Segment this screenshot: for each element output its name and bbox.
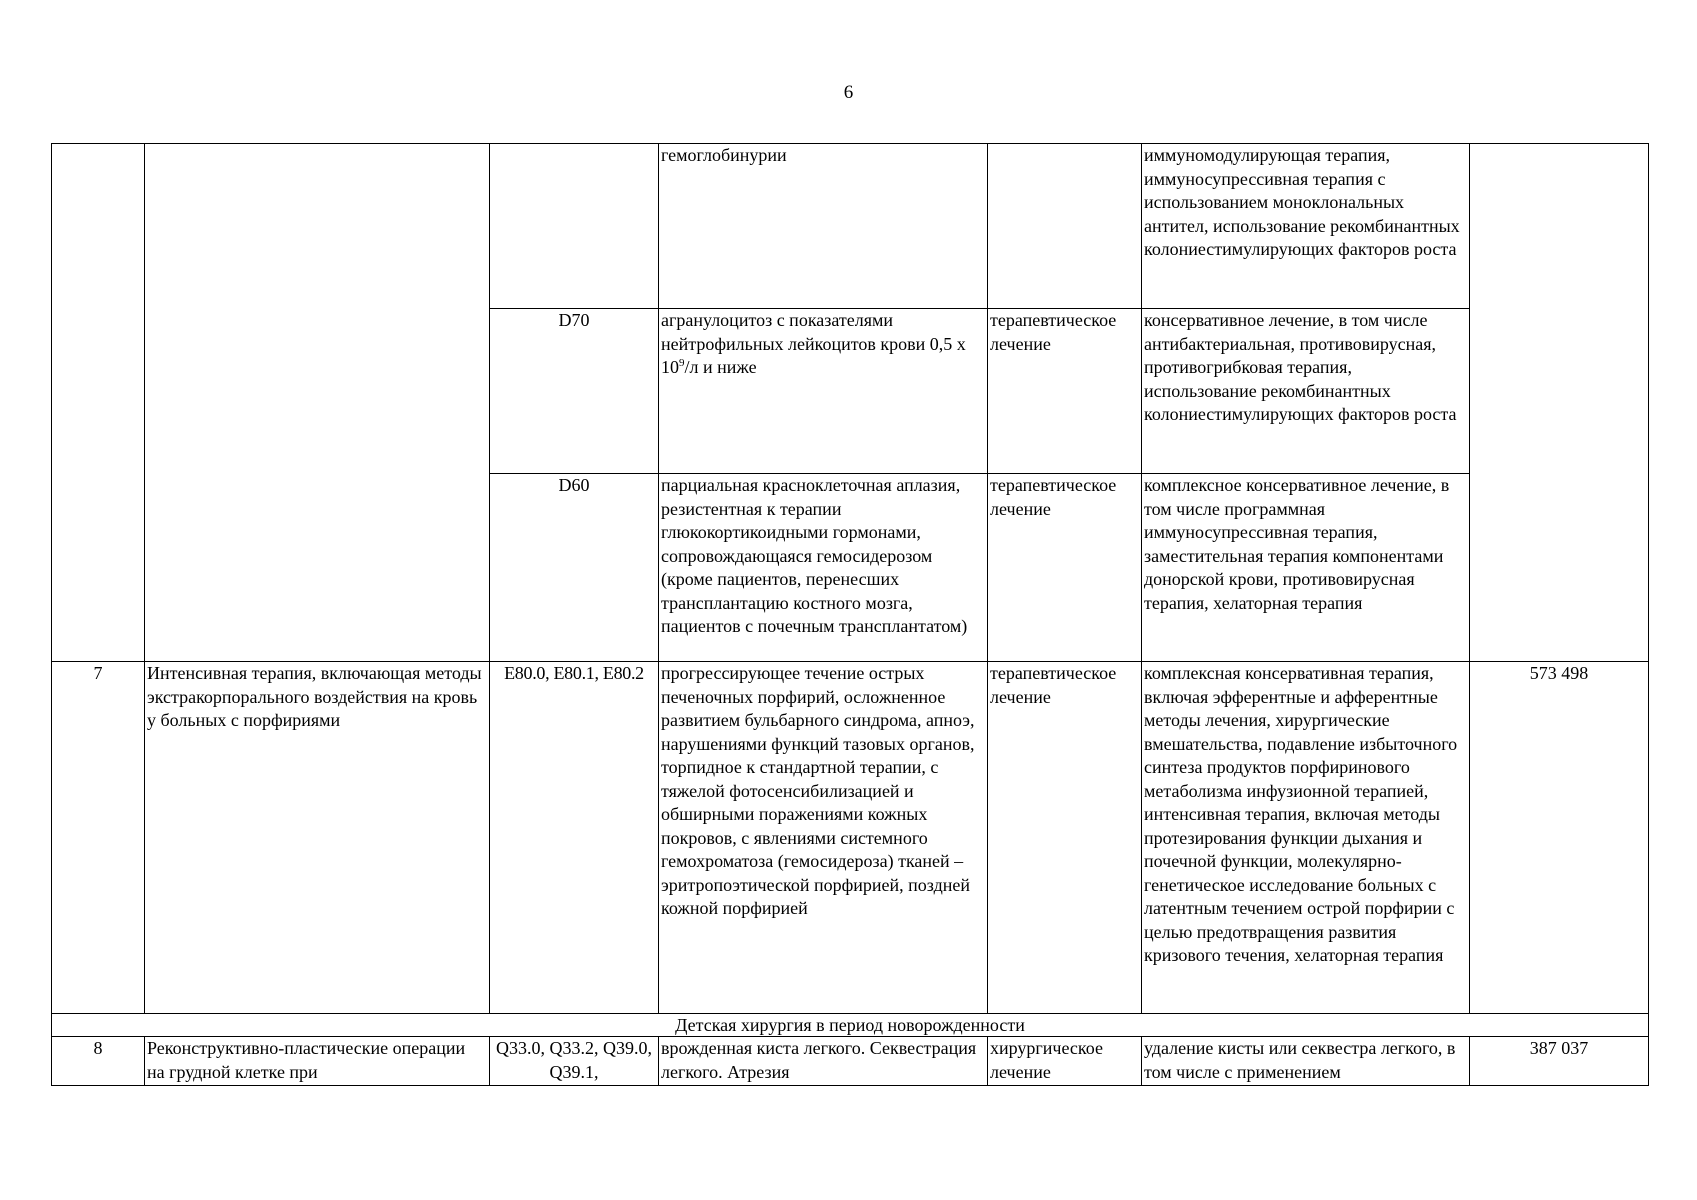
icd-code-cell	[490, 144, 659, 309]
method-cell: удаление кисты или секвестра легкого, в том числе с применением	[1142, 1037, 1470, 1086]
condition-cell: парциальная красноклеточная аплазия, резистентная к терапии глюкокортикоидными гормонами, сопровождающаяся гемосидерозом (кроме пациентов, перенесших трансплантацию костного мозга, пациентов с почечным трансплантатом)	[659, 474, 988, 662]
table-row	[52, 1037, 1649, 1086]
method-cell: иммуномодулирующая терапия, иммуносупрессивная терапия с использованием моноклональных антител, использование рекомбинантных колониестимулирующих факторов роста	[1142, 144, 1470, 309]
care-type-cell	[145, 144, 490, 662]
treatment-type-cell: терапевтическое лечение	[988, 474, 1142, 662]
icd-code-cell: Q33.0, Q33.2, Q39.0, Q39.1,	[490, 1037, 659, 1086]
condition-text-end: /л и ниже	[684, 357, 757, 377]
care-type-cell: Реконструктивно-пластические операции на грудной клетке при	[145, 1037, 490, 1086]
condition-cell	[659, 309, 988, 474]
exponent: 9	[679, 357, 685, 369]
method-cell: комплексная консервативная терапия, включая эфферентные и афферентные методы лечения, хирургические вмешательства, подавление избыточного синтеза продуктов порфиринового метаболизма инфузионной терапией, интенсивная терапия, включая методы протезирования функции дыхания и почечной функции, молекулярно-генетическое исследование больных с латентным течением острой порфирии с целью предотвращения развития кризового течения, хелаторная терапия	[1142, 662, 1470, 1014]
row-num-cell: 7	[52, 662, 145, 1014]
method-cell: консервативное лечение, в том числе антибактериальная, противовирусная, противогрибковая терапия, использование рекомбинантных колониестимулирующих факторов роста	[1142, 309, 1470, 474]
section-title: Детская хирургия в период новорожденности	[52, 1014, 1649, 1037]
icd-code-cell: D60	[490, 474, 659, 662]
treatment-type-cell: терапевтическое лечение	[988, 662, 1142, 1014]
cost-cell: 573 498	[1470, 662, 1649, 1014]
condition-cell: врожденная киста легкого. Секвестрация легкого. Атрезия	[659, 1037, 988, 1086]
section-row	[52, 1014, 1649, 1037]
condition-text: агранулоцитоз с показателями нейтрофильных лейкоцитов крови 0,5 х 10	[661, 310, 966, 377]
medical-care-table	[51, 143, 1649, 1086]
condition-cell: гемоглобинурии	[659, 144, 988, 309]
cost-cell	[1470, 144, 1649, 662]
row-num-cell	[52, 144, 145, 662]
cost-cell: 387 037	[1470, 1037, 1649, 1086]
page-number: 6	[843, 82, 854, 103]
row-num-cell: 8	[52, 1037, 145, 1086]
treatment-type-cell	[988, 144, 1142, 309]
table-row	[52, 662, 1649, 1014]
icd-code-cell: D70	[490, 309, 659, 474]
care-type-cell: Интенсивная терапия, включающая методы экстракорпорального воздействия на кровь у больных с порфириями	[145, 662, 490, 1014]
method-cell: комплексное консервативное лечение, в том числе программная иммуносупрессивная терапия, заместительная терапия компонентами донорской крови, противовирусная терапия, хелаторная терапия	[1142, 474, 1470, 662]
treatment-type-cell: терапевтическое лечение	[988, 309, 1142, 474]
table-row	[52, 144, 1649, 309]
treatment-type-cell: хирургическое лечение	[988, 1037, 1142, 1086]
condition-cell: прогрессирующее течение острых печеночных порфирий, осложненное развитием бульбарного синдрома, апноэ, нарушениями функций тазовых органов, торпидное к стандартной терапии, с тяжелой фотосенсибилизацией и обширными поражениями кожных покровов, с явлениями системного гемохроматоза (гемосидероза) тканей – эритропоэтической порфирией, поздней кожной порфирией	[659, 662, 988, 1014]
icd-code-cell: E80.0, E80.1, E80.2	[490, 662, 659, 1014]
